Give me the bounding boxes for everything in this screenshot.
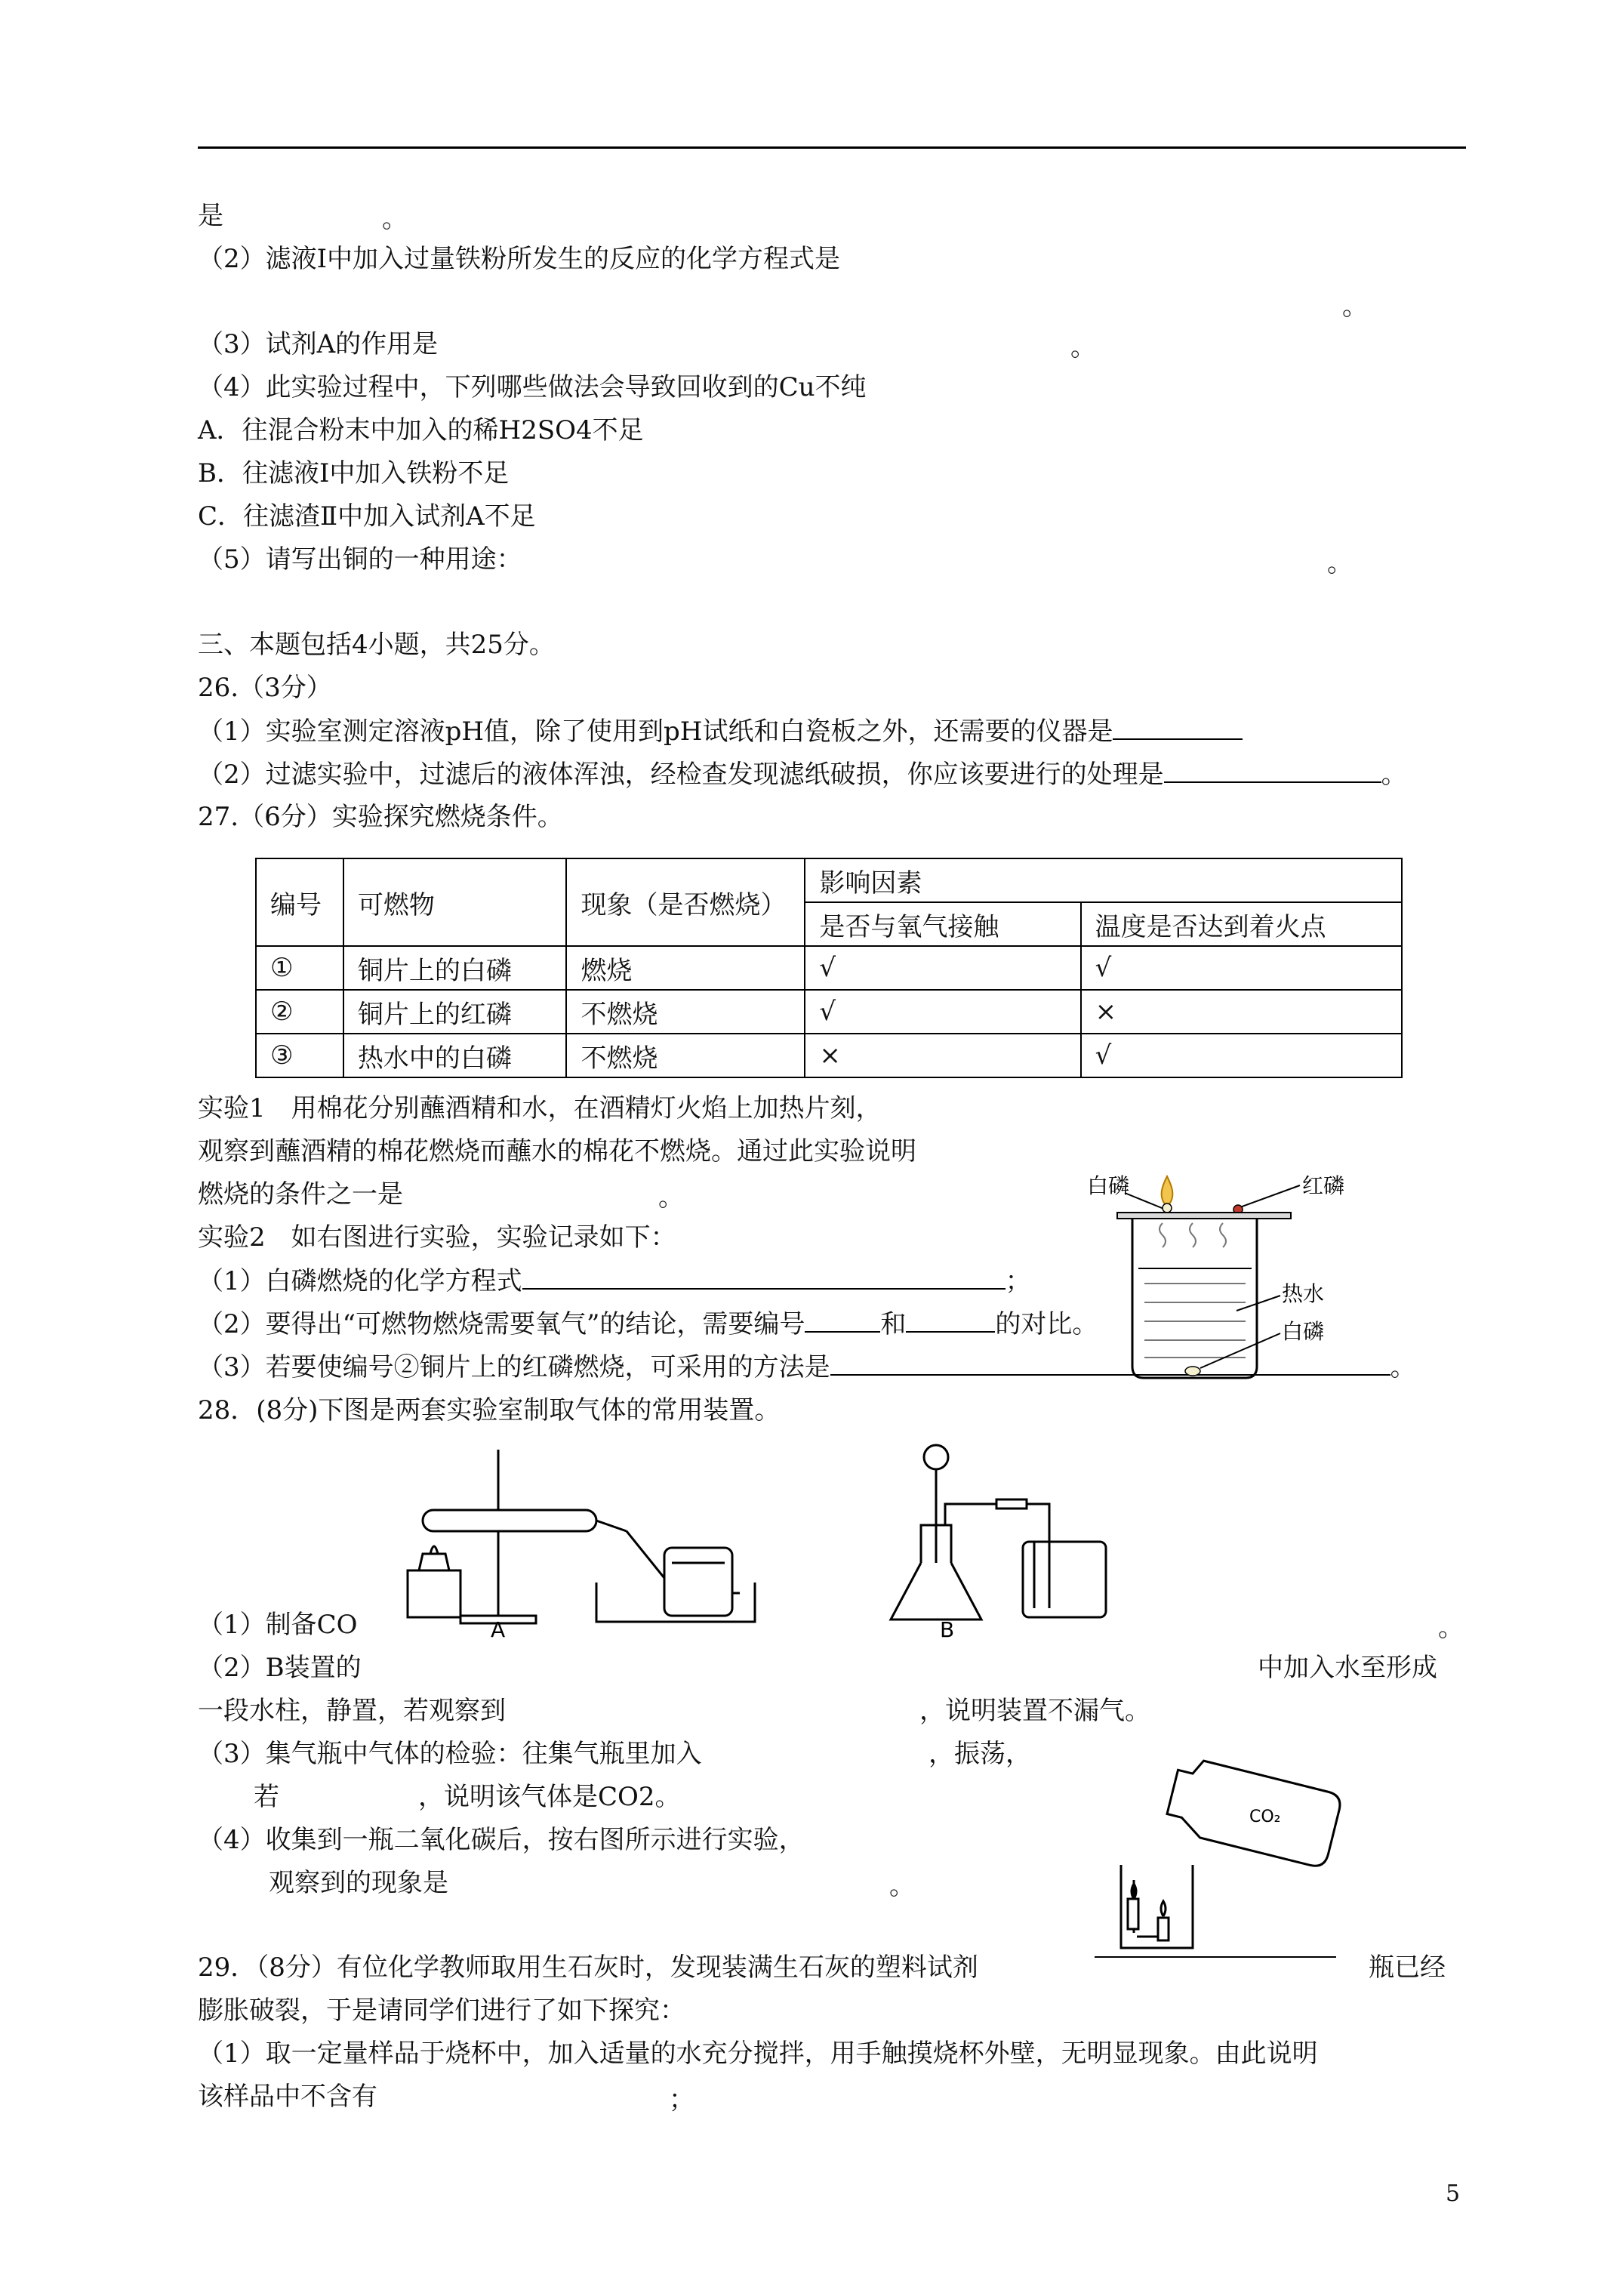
gas-apparatus-figure	[377, 1442, 1163, 1638]
header-factor: 影响因素	[805, 858, 1402, 902]
row-fuel: 铜片上的白磷	[343, 946, 567, 990]
q29-line-2: 膨胀破裂，于是请同学们进行了如下探究：	[198, 1996, 685, 2026]
q25-option-c: C．往滤渣Ⅱ中加入试剂A不足	[198, 501, 536, 532]
row-fuel: 铜片上的红磷	[343, 990, 567, 1034]
q27-experiment-1-end: 。	[658, 1182, 684, 1213]
flame-icon	[1162, 1176, 1173, 1205]
q26-question-1: （1）实验室测定溶液pH值，除了使用到pH试纸和白瓷板之外，还需要的仪器是	[198, 716, 1243, 747]
q25-option-b: B．往滤液Ⅰ中加入铁粉不足	[198, 458, 510, 488]
phosphorus-beaker-figure	[1079, 1163, 1359, 1389]
q27-experiment-1-c: 燃烧的条件之一是	[198, 1179, 403, 1210]
header-phenomenon: 现象（是否燃烧）	[566, 858, 805, 946]
q28-question-3-c: 若	[254, 1782, 279, 1812]
q28-question-2-a: （2）B装置的	[198, 1653, 362, 1683]
q27-sub-2: （2）要得出“可燃物燃烧需要氧气”的结论，需要编号 和 的对比。	[198, 1309, 1098, 1339]
table-row	[256, 1034, 1402, 1077]
q27-blank-equation[interactable]	[522, 1265, 1006, 1290]
q28-question-2-c: 一段水柱，静置，若观察到	[198, 1696, 506, 1726]
apparatus-a	[408, 1450, 755, 1623]
q28-question-2-b: 中加入水至形成	[1258, 1653, 1437, 1683]
apparatus-b	[891, 1445, 1106, 1620]
co2-candle-figure	[1095, 1759, 1366, 1963]
row-number: ①	[256, 946, 343, 990]
q25-line-0: 是	[198, 201, 223, 231]
q27-blank-number-1[interactable]	[805, 1308, 880, 1333]
row-temperature: ×	[1081, 990, 1402, 1034]
row-oxygen: ×	[805, 1034, 1080, 1077]
q27-title: 27.（6分）实验探究燃烧条件。	[198, 802, 563, 832]
q28-question-4-a: （4）收集到一瓶二氧化碳后，按右图所示进行实验，	[198, 1825, 805, 1855]
q26-blank-1[interactable]	[1113, 716, 1243, 740]
q29-line-4: 该样品中不含有	[198, 2082, 377, 2112]
label-co2: CO₂	[1249, 1808, 1281, 1826]
q27-sub-3: （3）若要使编号②铜片上的红磷燃烧，可采用的方法是 。	[198, 1352, 1416, 1382]
q28-question-4-end: 。	[889, 1871, 915, 1901]
q28-question-1-end: 。	[1438, 1613, 1464, 1643]
q28-question-1: （1）制备CO	[198, 1610, 358, 1640]
label-apparatus-b: B	[940, 1617, 955, 1638]
q28-question-3-d: ，说明该气体是CO2。	[418, 1782, 681, 1812]
q28-title: 28．(8分)下图是两套实验室制取气体的常用装置。	[198, 1395, 781, 1425]
label-red-phosphorus: 红磷	[1302, 1173, 1345, 1198]
row-temperature: √	[1081, 946, 1402, 990]
combustion-table	[255, 858, 1403, 1078]
q25-line-0-end: 。	[382, 204, 408, 234]
q25-question-5-end: 。	[1327, 548, 1353, 578]
row-oxygen: √	[805, 990, 1080, 1034]
q27-experiment-1-b: 观察到蘸酒精的棉花燃烧而蘸水的棉花不燃烧。通过此实验说明	[198, 1136, 916, 1166]
q26-blank-2[interactable]	[1164, 759, 1381, 783]
q29-line-1-a: 29．（8分）有位化学教师取用生石灰时，发现装满生石灰的塑料试剂	[198, 1952, 978, 1983]
q29-line-4-end: ；	[669, 2085, 694, 2115]
q29-line-3: （1）取一定量样品于烧杯中，加入适量的水充分搅拌，用手触摸烧杯外壁，无明显现象。由此说明	[198, 2039, 1318, 2069]
q27-sub-1: （1）白磷燃烧的化学方程式 ；	[198, 1266, 1031, 1296]
section-3-heading: 三、本题包括4小题，共25分。	[198, 630, 555, 660]
table-row	[256, 946, 1402, 990]
label-apparatus-a: A	[491, 1617, 506, 1638]
row-number: ③	[256, 1034, 343, 1077]
q28-question-2-d: ，说明装置不漏气。	[919, 1696, 1150, 1726]
header-number: 编号	[256, 858, 343, 946]
row-number: ②	[256, 990, 343, 1034]
label-white-phosphorus-bottom: 白磷	[1282, 1319, 1325, 1344]
q28-question-3-a: （3）集气瓶中气体的检验：往集气瓶里加入	[198, 1739, 702, 1769]
row-oxygen: √	[805, 946, 1080, 990]
label-white-phosphorus-top: 白磷	[1087, 1173, 1130, 1198]
header-oxygen: 是否与氧气接触	[805, 902, 1080, 946]
q25-question-3: （3）试剂A的作用是	[198, 329, 439, 359]
q25-question-3-end: 。	[1070, 332, 1096, 362]
q29-line-1-b: 瓶已经	[1369, 1952, 1446, 1983]
q27-blank-number-2[interactable]	[906, 1308, 995, 1333]
q28-question-4-b: 观察到的现象是	[269, 1868, 448, 1898]
q27-experiment-1-a: 实验1 用棉花分别蘸酒精和水，在酒精灯火焰上加热片刻，	[198, 1093, 882, 1123]
page-number: 5	[1446, 2180, 1461, 2207]
q28-question-3-b: ，振荡，	[929, 1739, 1031, 1769]
row-fuel: 热水中的白磷	[343, 1034, 567, 1077]
q25-question-5: （5）请写出铜的一种用途：	[198, 544, 522, 575]
table-row	[256, 990, 1402, 1034]
q25-question-4: （4）此实验过程中，下列哪些做法会导致回收到的Cu不纯	[198, 372, 867, 402]
label-hot-water: 热水	[1282, 1281, 1325, 1306]
header-rule	[198, 146, 1466, 149]
row-phenomenon: 不燃烧	[566, 990, 805, 1034]
row-phenomenon: 不燃烧	[566, 1034, 805, 1077]
q25-question-2: （2）滤液Ⅰ中加入过量铁粉所发生的反应的化学方程式是	[198, 244, 841, 274]
q26-title: 26.（3分）	[198, 673, 332, 703]
q25-option-a: A．往混合粉末中加入的稀H2SO4不足	[198, 415, 644, 445]
header-fuel: 可燃物	[343, 858, 567, 946]
q25-question-2-end: 。	[1342, 291, 1368, 322]
row-phenomenon: 燃烧	[566, 946, 805, 990]
q27-experiment-2: 实验2 如右图进行实验，实验记录如下：	[198, 1222, 676, 1253]
row-temperature: √	[1081, 1034, 1402, 1077]
header-temperature: 温度是否达到着火点	[1081, 902, 1402, 946]
q26-question-2: （2）过滤实验中，过滤后的液体浑浊，经检查发现滤纸破损，你应该要进行的处理是 。	[198, 760, 1407, 790]
